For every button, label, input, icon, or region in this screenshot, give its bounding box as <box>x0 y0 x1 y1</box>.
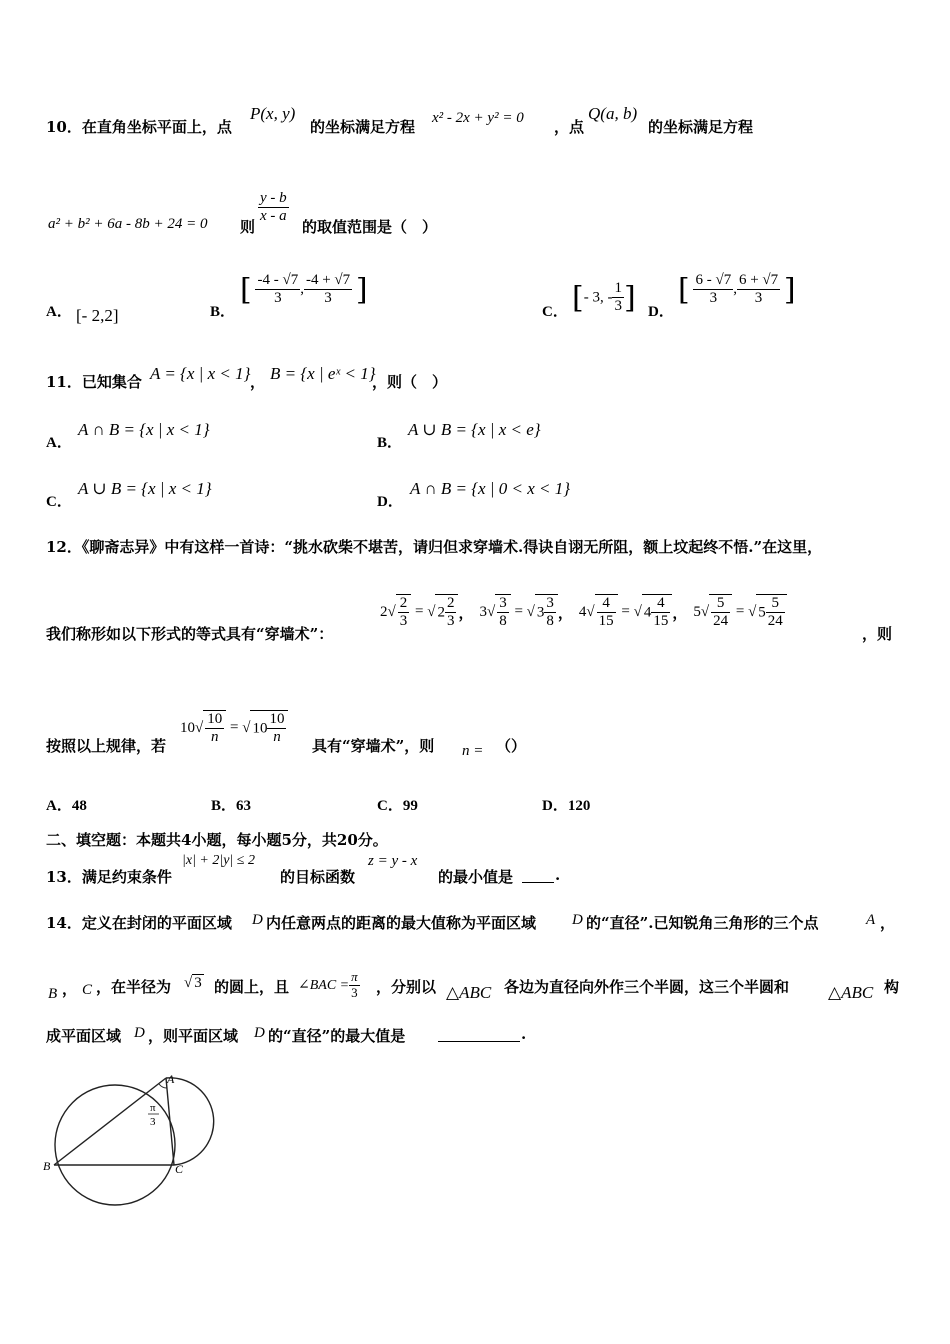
q10-line1-text-d: 的坐标满足方程 <box>648 118 754 136</box>
q11-option-a: A ∩ B = {x | x < 1} <box>78 420 210 439</box>
q14-point-b: B <box>48 986 58 1002</box>
wall-equation-part: ， <box>557 605 573 622</box>
wall-equation-part <box>445 595 457 631</box>
q14-radius-value: 3 <box>194 975 202 991</box>
q14-line2-text: ，在半径为 <box>96 978 172 996</box>
q11-option-d: A ∩ B = {x | 0 < x < 1} <box>410 479 571 498</box>
figure-label-a: A <box>167 1072 175 1086</box>
q12-big-coef2: 10 <box>252 720 268 737</box>
wall-equation-part <box>595 594 618 631</box>
q10-d-den1: 3 <box>709 290 718 307</box>
q14-figure <box>40 1060 220 1230</box>
wall-equation-part <box>398 595 410 631</box>
wall-equation-part: 24 <box>713 613 729 630</box>
q12-big-den: n <box>210 729 219 746</box>
q12-n-equals: n = <box>462 743 484 759</box>
wall-equation-part: 3 <box>544 595 556 613</box>
q12-paren: （） <box>496 737 527 755</box>
wall-equation-part <box>711 595 730 631</box>
q10-option-b-label: B． <box>210 304 236 320</box>
q10-equation-2: a² + b² + 6a - 8b + 24 = 0 <box>48 216 208 232</box>
q11-option-b: A ∪ B = {x | x < e} <box>408 420 541 439</box>
wall-equation-part: √ 4 $\frac{4}{15}$ <box>634 594 673 631</box>
q14-line1-text-c: 的“直径”.已知锐角三角形的三个点 <box>586 914 819 932</box>
q12-big-num2: 10 <box>267 711 286 729</box>
wall-equation-part: 15 <box>653 613 669 630</box>
q10-option-c-label: C． <box>542 304 568 320</box>
q12-big-den2: n <box>273 729 281 746</box>
q14-line3-text-b: ，则平面区域 <box>148 1027 239 1045</box>
q13-objective: z = y - x <box>368 853 418 869</box>
q10-point-p: P(x, y) <box>250 104 296 123</box>
q14-region-d-3: D <box>134 1025 145 1041</box>
wall-equation-part: 3 <box>399 613 408 630</box>
wall-equation-2: 3√ $\frac{3}{8}$ = √ 3 $\frac{3}{8}$ ， <box>479 595 573 630</box>
q10-option-c: [- 3, - $\frac{1}{3}$ ] <box>572 280 636 316</box>
q14-line1-text-b: 内任意两点的距离的最大值称为平面区域 <box>266 914 537 932</box>
q14-angle-three: 3 <box>351 984 358 1000</box>
q10-line1-text: 10．在直角坐标平面上，点 <box>46 118 232 136</box>
q13-constraint: |x| + 2|y| ≤ 2 <box>182 853 255 868</box>
figure-angle-three: 3 <box>150 1116 156 1128</box>
wall-equation-4: 5√ $\frac{5}{24}$ = √ 5 $\frac{5}{24}$ <box>693 594 786 631</box>
wall-equation-part: 8 <box>499 613 507 630</box>
wall-equation-part: 5 <box>766 595 785 613</box>
wall-equation-part: √ $\frac{5}{24}$ <box>701 594 732 631</box>
q10-line1-text-b: 的坐标满足方程 <box>310 118 416 136</box>
q10-fraction <box>258 190 289 226</box>
wall-equation-part <box>495 594 511 631</box>
q13-line-text: 13．满足约束条件 <box>46 868 172 886</box>
q14-line1-text: 14．定义在封闭的平面区域 <box>46 914 232 932</box>
q11-line-text: 11．已知集合 <box>46 373 142 391</box>
q10-d-num1: 6 - √7 <box>693 272 733 290</box>
q14-triangle-2: △ABC <box>828 983 874 1002</box>
q14-line3-text: 成平面区域 <box>46 1027 122 1045</box>
q11-question-text: ，则（ ） <box>372 373 448 391</box>
wall-equation-part: 5 <box>758 604 766 621</box>
q10-question-text: 的取值范围是（ ） <box>302 218 438 236</box>
wall-equation-part <box>396 594 412 631</box>
q11-option-c: A ∪ B = {x | x < 1} <box>78 479 212 498</box>
wall-equation-part <box>766 595 785 631</box>
q14-angle-pi: π <box>351 969 358 984</box>
q14-line2-text-b: 的圆上，且 <box>214 978 290 996</box>
q10-equation-1: x² - 2x + y² = 0 <box>432 110 524 126</box>
wall-equation-part: 3 <box>536 604 545 621</box>
wall-equation-part: √ $\frac{2}{3}$ <box>388 594 412 631</box>
wall-equation-part <box>651 595 670 631</box>
q13-answer-blank <box>522 882 554 883</box>
wall-equation-part <box>709 594 732 631</box>
q14-region-d-2: D <box>572 912 583 928</box>
wall-equation-part: 4 <box>597 595 616 613</box>
q10-c-num: 1 <box>612 280 624 298</box>
q13-line-text-b: 的目标函数 <box>280 868 356 886</box>
side-ac <box>166 1078 174 1165</box>
q13-end: . <box>555 866 561 884</box>
wall-equation-3: 4√ $\frac{4}{15}$ = √ 4 $\frac{4}{15}$ ， <box>578 595 688 630</box>
q12-line2-end: ，则 <box>862 625 893 643</box>
q11-set-b: B = {x | eˣ < 1} <box>270 364 376 383</box>
q11-separator: ， <box>250 373 266 391</box>
q12-wall-equations <box>380 594 870 650</box>
q11-set-a: A = {x | x < 1} <box>150 364 251 383</box>
q12-option-c: C．99 <box>377 798 418 814</box>
q10-option-d-label: D． <box>648 304 674 320</box>
wall-equation-part <box>544 595 556 631</box>
q10-frac-num: y - b <box>258 190 289 208</box>
q14-angle <box>298 970 360 1001</box>
wall-equation-part: 3 <box>497 595 509 613</box>
wall-equation-part: 4 <box>578 603 587 620</box>
wall-equation-part: 2 <box>380 603 388 620</box>
q14-radius: √ 3 <box>184 975 202 991</box>
wall-equation-part <box>535 594 558 631</box>
q14-line3-text-c: 的“直径”的最大值是 <box>268 1027 406 1045</box>
q10-c-den: 3 <box>614 298 622 315</box>
q10-b-den2: 3 <box>324 290 332 307</box>
q11-option-b-label: B． <box>377 435 403 451</box>
q11-option-d-label: D． <box>377 494 403 510</box>
wall-equation-part: 4 <box>643 604 652 621</box>
q12-line1: 12．《聊斋志异》中有这样一首诗：“挑水砍柴不堪苦，请归但求穿墙术.得诀自诩无所阻，额上坟起终不悟.”在这里， <box>46 538 823 556</box>
wall-equation-part: 2 <box>437 604 445 621</box>
wall-equation-part <box>435 594 458 631</box>
q10-option-a: [- 2,2] <box>76 306 119 325</box>
circumcircle <box>55 1085 175 1205</box>
q10-then: 则 <box>240 218 256 236</box>
q12-big-coef: 10 <box>180 719 195 736</box>
q14-answer-blank <box>438 1041 520 1042</box>
q14-end: . <box>521 1025 527 1043</box>
wall-equation-part: 24 <box>767 613 783 630</box>
q10-b-num2: -4 + √7 <box>304 272 352 290</box>
angle-arc <box>159 1084 167 1088</box>
q10-c-pre: - 3, - <box>583 289 613 306</box>
wall-equation-part: 5 <box>693 603 701 620</box>
wall-equation-part: √ $\frac{4}{15}$ <box>586 594 617 631</box>
q10-option-b: [ $\frac{-4 - √7}{3}$ , $\frac{-4 + √7}{3}$ ] <box>240 272 368 308</box>
wall-equation-part: 15 <box>598 613 614 630</box>
wall-equation-part <box>756 594 787 631</box>
q10-option-d: [ $\frac{6 - √7}{3}$ , $\frac{6 + √7}{3}$ ] <box>678 272 796 308</box>
q14-point-a: A <box>866 912 876 928</box>
figure-label-b: B <box>43 1159 51 1173</box>
q14-region-d: D <box>252 912 263 928</box>
q10-option-a-label: A． <box>46 304 72 320</box>
wall-equation-part: 3 <box>446 613 455 630</box>
wall-equation-part: √ $\frac{3}{8}$ <box>487 594 511 631</box>
q14-angle-text: ∠BAC = <box>298 977 350 993</box>
section-heading: 二、填空题：本题共4小题，每小题5分，共20分。 <box>46 831 388 849</box>
q12-option-d: D．120 <box>542 798 591 814</box>
wall-equation-part: 5 <box>711 595 730 613</box>
wall-equation-part: √ 2 $\frac{2}{3}$ <box>427 594 458 631</box>
q10-line1-text-c: ，点 <box>554 118 585 136</box>
q11-option-a-label: A． <box>46 435 72 451</box>
figure-label-c: C <box>175 1162 184 1176</box>
wall-equation-part: 3 <box>479 603 487 620</box>
q12-option-b: B．63 <box>211 798 252 814</box>
q12-line3-text-b: 具有“穿墙术”，则 <box>312 737 435 755</box>
wall-equation-part: √ 3 $\frac{3}{8}$ <box>527 594 558 631</box>
q12-option-a: A．48 <box>46 798 87 814</box>
wall-equation-part: ， <box>458 605 474 622</box>
wall-equation-part <box>642 594 673 631</box>
wall-equation-part <box>597 595 616 631</box>
wall-equation-part: 8 <box>546 613 554 630</box>
wall-equation-part: ， <box>672 605 688 622</box>
wall-equation-part: √ 5 $\frac{5}{24}$ <box>748 594 787 631</box>
q10-b-den1: 3 <box>274 290 282 307</box>
wall-equation-part <box>497 595 509 631</box>
q12-line2-text: 我们称形如以下形式的等式具有“穿墙术”： <box>46 625 334 643</box>
q10-point-q: Q(a, b) <box>588 104 638 123</box>
q14-comma-1: ， <box>880 914 896 932</box>
q11-option-c-label: C． <box>46 494 72 510</box>
q14-comma-2: ， <box>62 980 78 998</box>
q12-line3-text: 按照以上规律，若 <box>46 737 167 755</box>
q14-region-d-4: D <box>254 1025 265 1041</box>
q14-line2-end: 构 <box>884 978 900 996</box>
q13-line-text-c: 的最小值是 <box>438 868 514 886</box>
q10-d-num2: 6 + √7 <box>737 272 780 290</box>
q14-line2-text-d: 各边为直径向外作三个半圆，这三个半圆和 <box>504 978 790 996</box>
q14-triangle-1: △ABC <box>446 983 492 1002</box>
q10-frac-den: x - a <box>260 208 287 225</box>
q14-line2-text-c: ，分别以 <box>376 978 437 996</box>
wall-equation-part: 2 <box>398 595 410 613</box>
wall-equation-1: 2√ $\frac{2}{3}$ = √ 2 $\frac{2}{3}$ ， <box>380 595 474 630</box>
wall-equation-part: 4 <box>651 595 670 613</box>
q10-b-num1: -4 - √7 <box>255 272 300 290</box>
q12-big-equation: 10√ $\frac{10}{n}$ = √ 10 $\frac{10}{n}$ <box>180 710 288 747</box>
wall-equation-part: 2 <box>445 595 457 613</box>
q10-d-den2: 3 <box>754 290 763 307</box>
q14-point-c: C <box>82 982 93 998</box>
q12-big-num: 10 <box>205 711 224 729</box>
figure-angle-pi: π <box>150 1102 156 1114</box>
